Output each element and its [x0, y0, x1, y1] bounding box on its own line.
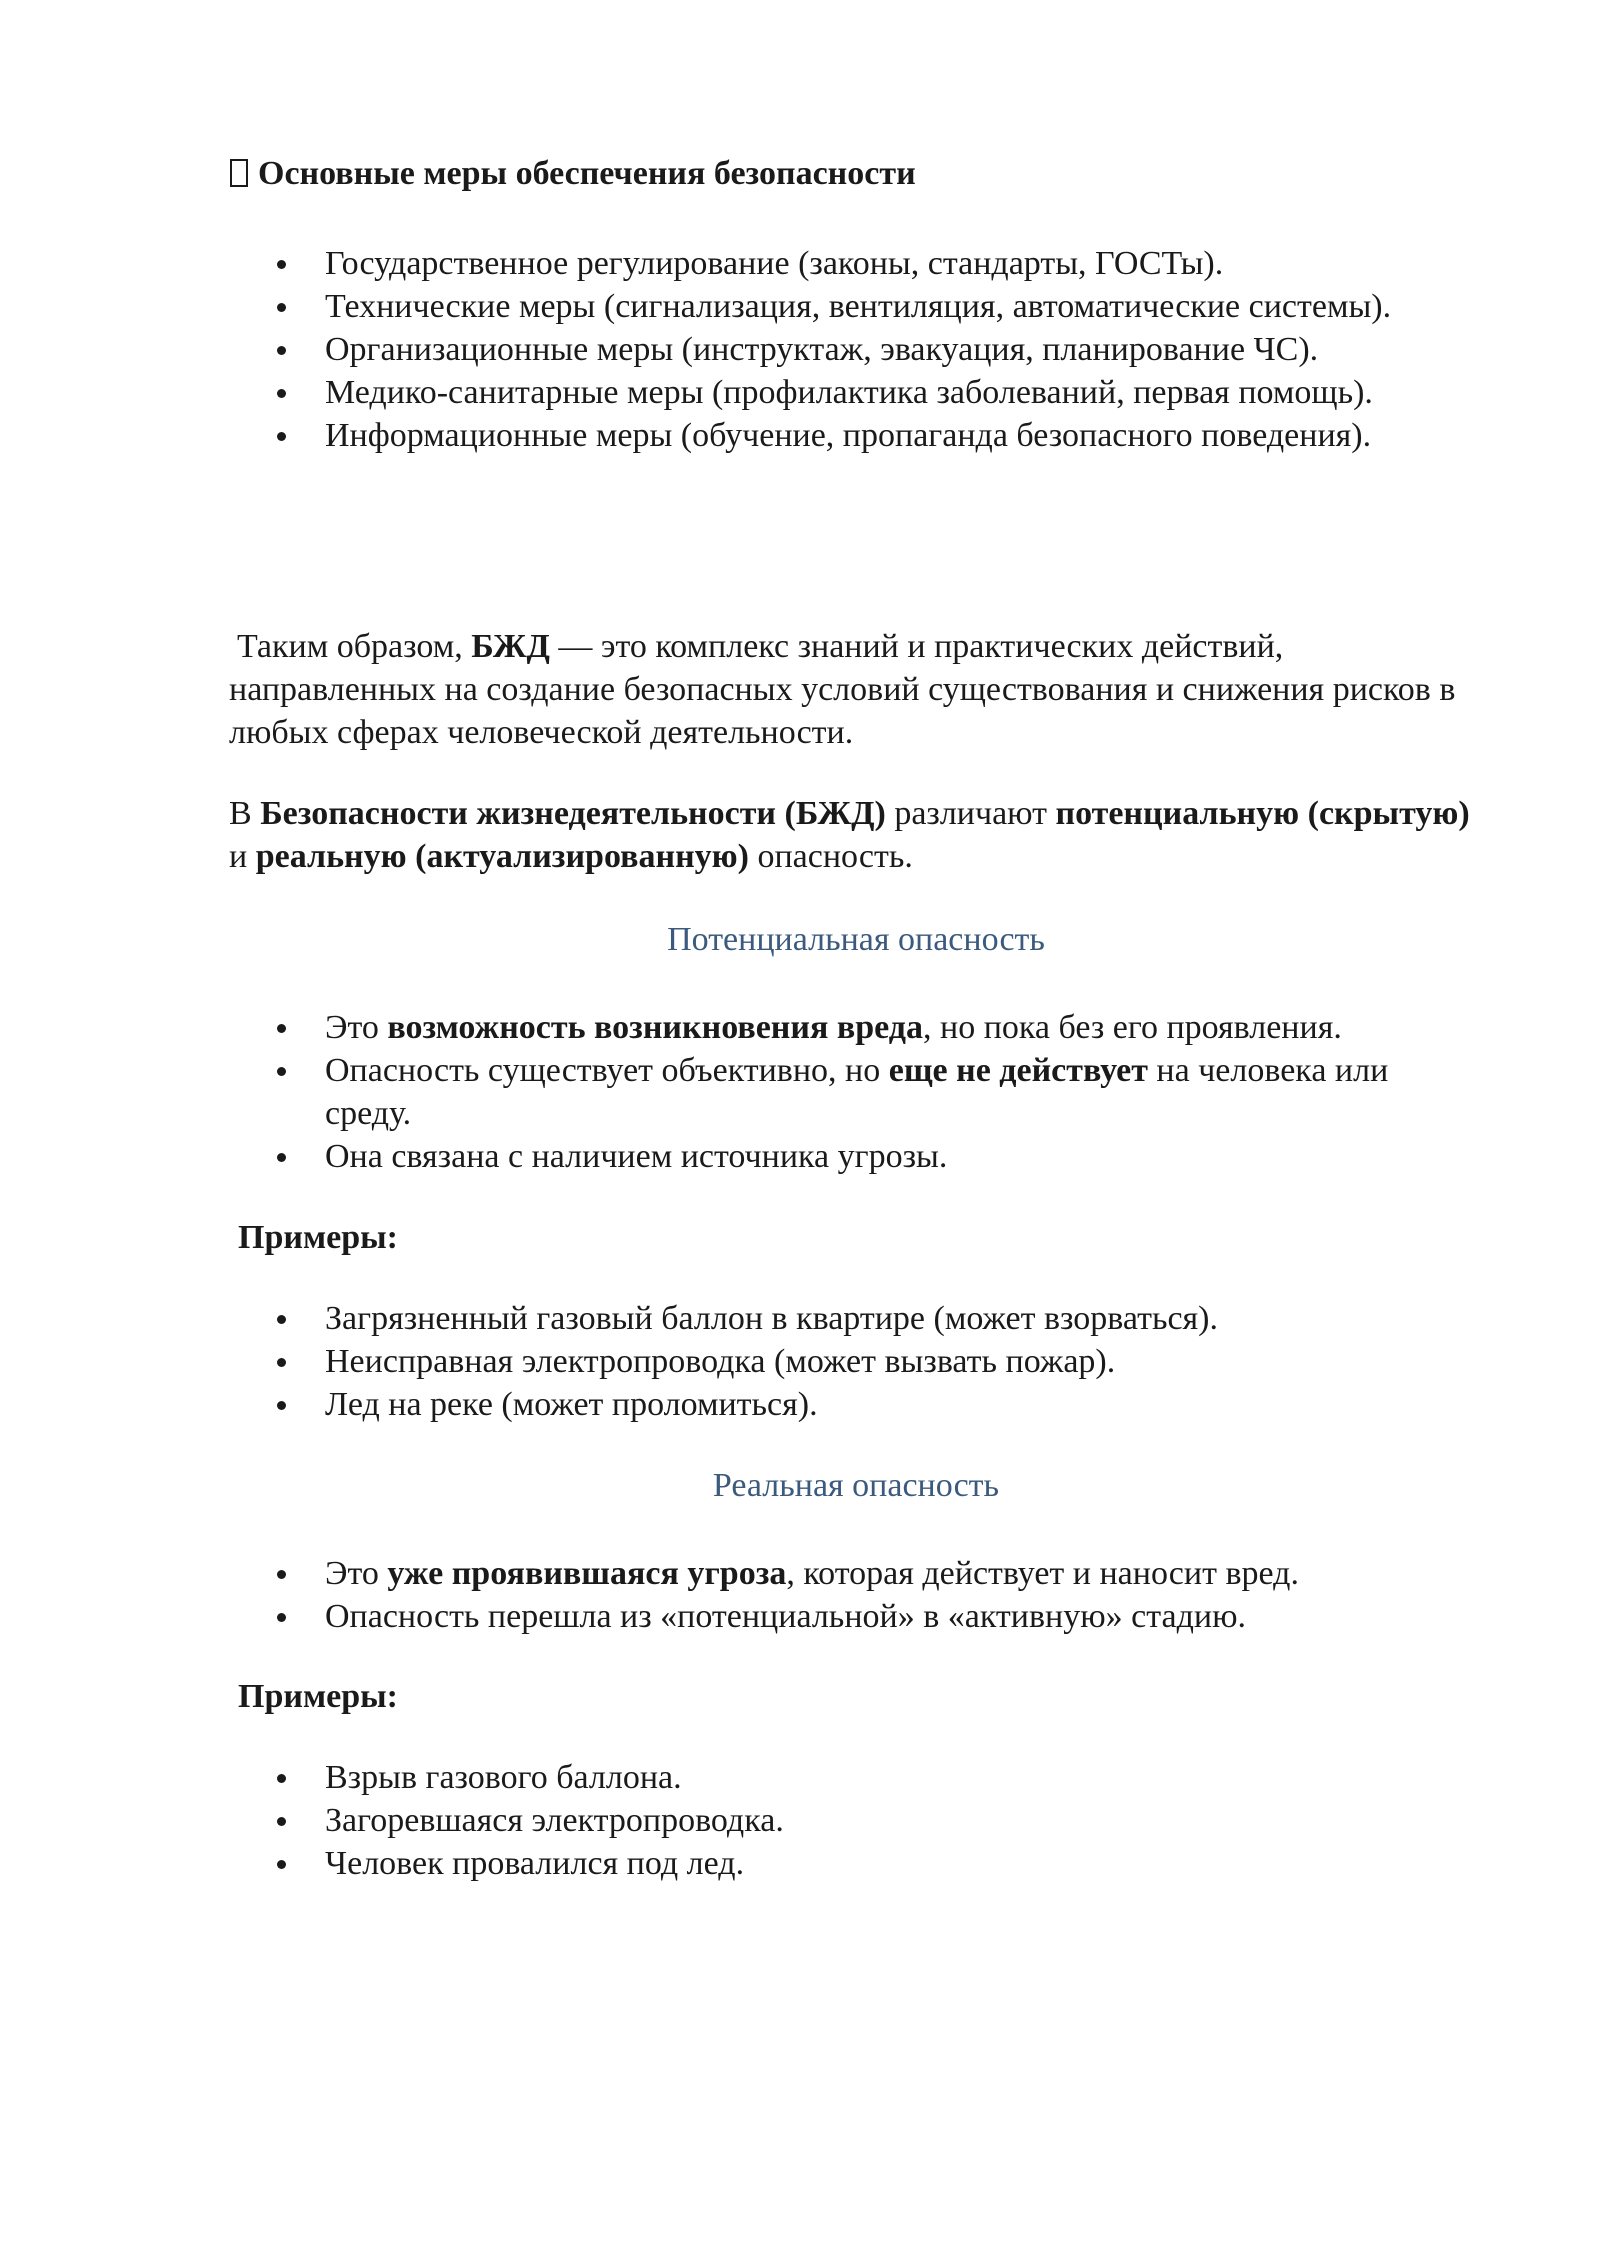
real-list — [0, 1552, 1600, 1638]
list-item: Медико-санитарные меры (профилактика заболеваний, первая помощь). — [0, 371, 1600, 414]
list-item: Лед на реке (может проломиться). — [0, 1383, 1600, 1426]
intro-paragraph — [229, 792, 1489, 878]
list-item — [0, 1049, 1600, 1135]
list-item — [0, 1006, 1600, 1049]
list-item: Человек провалился под лед. — [0, 1842, 1600, 1885]
intro-term: потенциальную (скрытую) — [1055, 795, 1470, 832]
list-item: Взрыв газового баллона. — [0, 1756, 1600, 1799]
intro-text: опасность. — [748, 838, 913, 875]
measures-heading — [230, 152, 916, 196]
potential-examples-list — [0, 1297, 1600, 1426]
potential-list — [0, 1006, 1600, 1178]
intro-term: Безопасности жизнедеятельности (БЖД) — [260, 795, 886, 832]
list-item: Загоревшаяся электропроводка. — [0, 1799, 1600, 1842]
conclusion-text: — это комплекс знаний и практических действий, направленных на создание безопасных условий существования и снижения рисков в любых сферах человеческой деятельности. — [229, 628, 1456, 751]
item-text: Опасность существует объективно, но — [325, 1052, 889, 1089]
item-emphasis: уже проявившаяся угроза — [387, 1555, 787, 1592]
list-item: Технические меры (сигнализация, вентиляция, автоматические системы). — [0, 285, 1600, 328]
item-text: Это — [325, 1555, 388, 1592]
real-heading: Реальная опасность — [712, 1467, 1000, 1504]
item-text: , но пока без его проявления. — [923, 1009, 1342, 1046]
item-text: Это — [325, 1009, 388, 1046]
measures-list — [0, 242, 1600, 457]
list-item: Неисправная электропроводка (может вызвать пожар). — [0, 1340, 1600, 1383]
list-item: Она связана с наличием источника угрозы. — [0, 1135, 1600, 1178]
conclusion-paragraph — [229, 625, 1489, 754]
intro-text: и — [229, 838, 256, 875]
item-text: на человека или среду. — [325, 1052, 1389, 1132]
list-item — [0, 1552, 1600, 1595]
measures-title: Основные меры обеспечения безопасности — [258, 155, 916, 192]
conclusion-text: Таким образом, — [237, 628, 472, 665]
list-item: Государственное регулирование (законы, стандарты, ГОСТы). — [0, 242, 1600, 285]
intro-text: В — [229, 795, 261, 832]
missing-glyph-icon — [230, 159, 248, 187]
item-text: , которая действует и наносит вред. — [786, 1555, 1299, 1592]
potential-examples-label: Примеры: — [238, 1219, 398, 1256]
list-item: Информационные меры (обучение, пропаганда безопасного поведения). — [0, 414, 1600, 457]
real-examples-label: Примеры: — [238, 1678, 398, 1715]
list-item: Организационные меры (инструктаж, эвакуация, планирование ЧС). — [0, 328, 1600, 371]
real-examples-list — [0, 1756, 1600, 1885]
list-item: Опасность перешла из «потенциальной» в «активную» стадию. — [0, 1595, 1600, 1638]
conclusion-term: БЖД — [471, 628, 550, 665]
list-item: Загрязненный газовый баллон в квартире (может взорваться). — [0, 1297, 1600, 1340]
intro-term: реальную (актуализированную) — [255, 838, 749, 875]
potential-heading: Потенциальная опасность — [667, 921, 1045, 958]
item-emphasis: возможность возникновения вреда — [387, 1009, 923, 1046]
intro-text: различают — [885, 795, 1056, 832]
item-emphasis: еще не действует — [888, 1052, 1148, 1089]
